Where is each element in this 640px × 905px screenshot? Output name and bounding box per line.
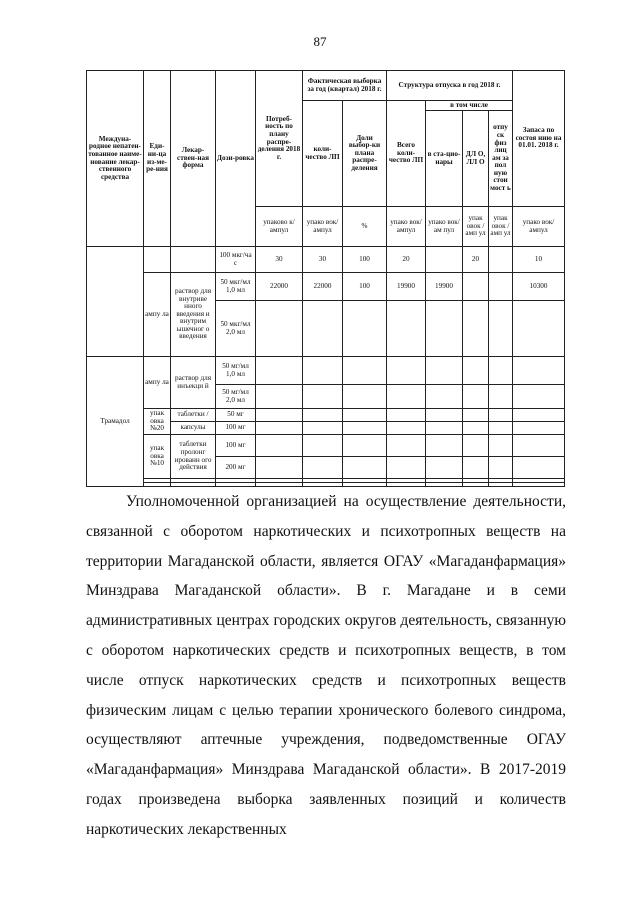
cell-dose: 50 мг <box>216 409 256 422</box>
cell-hospitals: 19900 <box>426 273 463 301</box>
cell-form: таблетки / <box>171 409 216 422</box>
cell-stock: 10300 <box>513 273 565 301</box>
header-actual-qty: коли-чество ЛП <box>303 101 343 207</box>
cell-phys <box>489 247 513 273</box>
header-total-qty: Всего коли-чество ЛП <box>387 101 426 207</box>
body-paragraph <box>86 487 566 845</box>
header-incl: в том числе <box>426 101 513 111</box>
cell-dlo <box>463 273 489 301</box>
header-stock: Запаса по состоя нию на 01.01. 2018 г. <box>513 71 565 207</box>
page-number: 87 <box>313 34 327 49</box>
table-row <box>87 357 565 385</box>
cell-actual-qty: 22000 <box>303 273 343 301</box>
cell-dose: 50 мкг/мл 2,0 мл <box>216 301 256 357</box>
cell-unit: упак овка №10 <box>144 435 171 479</box>
unit-actual-qty: упако вок/ ампул <box>303 207 343 247</box>
cell-phys <box>489 273 513 301</box>
header-actual-group: Фактическая выборка за год (квартал) 2018 г. <box>303 71 387 101</box>
cell-dose: 50 мг/мл 2,0 мл <box>216 385 256 409</box>
cell-need <box>256 301 303 357</box>
cell-actual-share: 100 <box>343 273 387 301</box>
cell-actual-share: 100 <box>343 247 387 273</box>
cell-hospitals <box>426 301 463 357</box>
header-form: Лекар-ствен-ная форма <box>171 71 216 247</box>
cell-total-qty: 19900 <box>387 273 426 301</box>
header-need: Потреб-ность по плану распре-деления 2018 г. <box>256 71 303 207</box>
table-row <box>87 435 565 457</box>
cell-form: раствор для инъекци й <box>171 357 216 409</box>
cell-form: раствор для внутриве нного введения и внутрим ышечног о введения <box>171 273 216 357</box>
cell-phys <box>489 301 513 357</box>
cell-dose: 50 мг/мл 1,0 мл <box>216 357 256 385</box>
header-unit: Еди-ни-ца из-ме-ре-ния <box>144 71 171 247</box>
cell-dlo: 20 <box>463 247 489 273</box>
cell-dose: 100 мг <box>216 435 256 457</box>
unit-stock: упако вок/ ампул <box>513 207 565 247</box>
header-actual-share: Доли выбор-ки плана распре-деления <box>343 101 387 207</box>
cell-inn <box>87 247 144 357</box>
cell-total-qty <box>387 301 426 357</box>
cell-form: капсулы <box>171 422 216 435</box>
cell-form: таблетки пролонг ированн ого действия <box>171 435 216 479</box>
unit-dlo: упак овок /амп ул <box>463 207 489 247</box>
header-dose: Дози-ровка <box>216 71 256 247</box>
table-row <box>87 247 565 273</box>
cell-dose: 200 мг <box>216 457 256 479</box>
unit-hospitals: упако вок/ам пул <box>426 207 463 247</box>
cell-hospitals <box>426 247 463 273</box>
cell-need: 30 <box>256 247 303 273</box>
cell-inn-tramadol: Трамадол <box>87 357 144 487</box>
header-phys: отпу ск физ лиц ам за пол ную стои мост ь <box>489 111 513 207</box>
table-row <box>87 273 565 301</box>
cell-dlo <box>463 301 489 357</box>
header-inn: Междуна-родное непатен-тованное наиме-нование лекар-ственного средства <box>87 71 144 247</box>
unit-phys: упак овок / амп ул <box>489 207 513 247</box>
cell-unit: упак овка №20 <box>144 409 171 435</box>
cell-actual-share <box>343 301 387 357</box>
header-hospitals: в ста-цио-нары <box>426 111 463 207</box>
unit-actual-share: % <box>343 207 387 247</box>
cell-unit: ампу ла <box>144 273 171 357</box>
cell-actual-qty: 30 <box>303 247 343 273</box>
cell-stock <box>513 301 565 357</box>
header-structure-group: Структура отпуска в год 2018 г. <box>387 71 513 101</box>
cell-actual-qty <box>303 301 343 357</box>
narcotics-distribution-table <box>86 70 565 487</box>
cell-dose: 100 мкг/ча с <box>216 247 256 273</box>
cell-dose: 100 мг <box>216 422 256 435</box>
cell-stock: 10 <box>513 247 565 273</box>
unit-total-qty: упако вок/ ампул <box>387 207 426 247</box>
cell-unit: ампу ла <box>144 357 171 409</box>
cell-dose: 50 мкг/мл 1,0 мл <box>216 273 256 301</box>
cell-need: 22000 <box>256 273 303 301</box>
header-dlo: ДЛ О, ЛЛ О <box>463 111 489 207</box>
paragraph-text: Уполномоченной организацией на осуществление деятельности, связанной с оборотом наркотических и психотропных веществ на территории Магаданской области, является ОГАУ «Магаданфармация» Минздрава Магаданской области». В г. Магадане и в семи административных центрах городских округов деятельность, связанную с оборотом наркотических средств и психотропных веществ, в том числе отпуск наркотических средств и психотропных веществ физическим лицам с целью терапии хронического болевого синдрома, осуществляют аптечные учреждения, подведомственные ОГАУ «Магаданфармация» Минздрава Магаданской области». В 2017-2019 годах произведена выборка заявленных позиций и количеств наркотических лекарственных <box>86 493 566 838</box>
unit-need: упаково к/ ампул <box>256 207 303 247</box>
cell-unit <box>144 247 171 273</box>
table-row <box>87 409 565 422</box>
cell-form <box>171 247 216 273</box>
cell-total-qty: 20 <box>387 247 426 273</box>
